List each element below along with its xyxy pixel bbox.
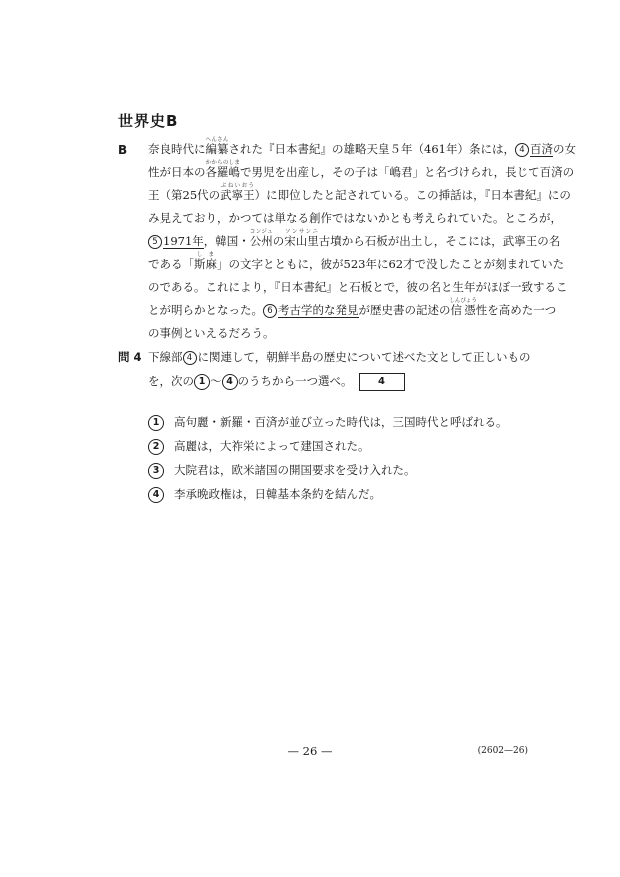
choice-range-start: 1 bbox=[194, 374, 210, 390]
choice-item[interactable] bbox=[148, 410, 508, 434]
question-line-2 bbox=[148, 369, 405, 393]
ruby-reading: コンジュ bbox=[249, 229, 273, 235]
underlined-term: 考古学的な発見 bbox=[278, 303, 359, 317]
text-run: ）に即位したと記されている。この挿話は，『日本書紀』にの bbox=[254, 188, 571, 202]
question-line-1 bbox=[148, 345, 531, 369]
question-label: 問 4 bbox=[118, 350, 142, 364]
page-code: (2602—26) bbox=[477, 746, 528, 756]
passage-line-2 bbox=[148, 160, 574, 184]
choice-item[interactable] bbox=[148, 482, 381, 506]
text-run: ，韓国・ bbox=[203, 234, 250, 248]
text-run: の女 bbox=[552, 142, 576, 156]
underline-marker: 4 bbox=[515, 143, 529, 157]
underlined-term: 1971年 bbox=[163, 234, 204, 248]
text-run: とが明らかとなった。 bbox=[148, 303, 263, 317]
ruby-base: 武寧王 bbox=[220, 188, 255, 202]
choice-text: 高麗は，大祚栄によって建国された。 bbox=[174, 439, 370, 453]
underline-marker: 6 bbox=[263, 304, 277, 318]
passage-line-7: のである。これにより，『日本書紀』と石板とで，彼の名と生年がほぼ一致するこ bbox=[148, 280, 568, 294]
choice-number: 4 bbox=[148, 487, 164, 503]
text-run: された『日本書紀』の雄略天皇５年（461年）条には， bbox=[228, 142, 515, 156]
ruby-reading: へんさん bbox=[205, 137, 229, 143]
text-run: が歴史書の記述の bbox=[358, 303, 451, 317]
ruby-word bbox=[205, 137, 229, 156]
text-run: の bbox=[272, 234, 285, 248]
passage-line-3 bbox=[148, 183, 571, 207]
text-run: 下線部 bbox=[148, 350, 183, 364]
ruby-word bbox=[220, 183, 255, 202]
passage-line-1 bbox=[148, 137, 576, 161]
text-run: を，次の bbox=[148, 374, 194, 388]
choice-number: 3 bbox=[148, 463, 164, 479]
text-run: 性が日本の bbox=[148, 165, 206, 179]
text-run: である「 bbox=[148, 257, 194, 271]
choice-item[interactable] bbox=[148, 434, 370, 458]
ruby-base: 編纂 bbox=[205, 142, 229, 156]
ruby-reading: ソンサンニ bbox=[284, 229, 319, 235]
passage-line-8 bbox=[148, 298, 556, 322]
ruby-reading: しま bbox=[194, 252, 217, 258]
section-title: 世界史B bbox=[118, 112, 179, 130]
range-separator: ～ bbox=[210, 374, 222, 388]
text-run: 古墳から石板が出土し，そこには，武寧王の名 bbox=[318, 234, 561, 248]
underline-marker: 4 bbox=[183, 351, 197, 365]
ruby-word bbox=[194, 252, 217, 271]
choice-number: 2 bbox=[148, 439, 164, 455]
ruby-word bbox=[449, 298, 477, 317]
text-run: 」の文字とともに，彼が523年に62才で没したことが刻まれていた bbox=[217, 257, 565, 271]
text-run: に関連して，朝鮮半島の歴史について述べた文として正しいもの bbox=[197, 350, 531, 364]
ruby-base: 信憑 bbox=[449, 303, 477, 317]
choice-item[interactable] bbox=[148, 458, 416, 482]
page-number: — 26 — bbox=[287, 744, 333, 758]
underlined-term: 百済 bbox=[529, 142, 553, 156]
ruby-word bbox=[205, 160, 241, 179]
ruby-base: 斯麻 bbox=[194, 257, 217, 271]
ruby-base: 宋山里 bbox=[284, 234, 319, 248]
underline-marker: 5 bbox=[148, 235, 162, 249]
passage-line-5 bbox=[148, 229, 560, 253]
ruby-base: 各羅嶋 bbox=[205, 165, 240, 179]
answer-box[interactable]: 4 bbox=[359, 373, 405, 391]
text-run: で男児を出産し，その子は「嶋君」と名づけられ，長じて百済の bbox=[240, 165, 575, 179]
ruby-reading: かからのしま bbox=[205, 160, 240, 166]
text-run: 性を高めた一つ bbox=[475, 303, 557, 317]
passage-line-9: の事例といえるだろう。 bbox=[148, 326, 275, 340]
ruby-reading: ぶねいおう bbox=[220, 183, 255, 189]
text-run: 奈良時代に bbox=[148, 142, 206, 156]
ruby-word bbox=[249, 229, 273, 248]
ruby-word bbox=[284, 229, 319, 248]
text-run: 王（第25代の bbox=[148, 188, 221, 202]
choice-number: 1 bbox=[148, 415, 164, 431]
passage-label: B bbox=[118, 143, 128, 157]
choice-text: 大院君は，欧米諸国の開国要求を受け入れた。 bbox=[174, 463, 416, 477]
ruby-reading: しんぴょう bbox=[449, 298, 477, 304]
ruby-base: 公州 bbox=[249, 234, 273, 248]
text-run: のうちから一つ選べ。 bbox=[237, 374, 353, 388]
choice-range-end: 4 bbox=[222, 374, 238, 390]
choice-text: 李承晩政権は，日韓基本条約を結んだ。 bbox=[174, 487, 381, 501]
passage-line-6 bbox=[148, 252, 564, 276]
choice-text: 高句麗・新羅・百済が並び立った時代は，三国時代と呼ばれる。 bbox=[174, 415, 508, 429]
passage-line-4: み見えており，かつては単なる創作ではないかとも考えられていた。ところが， bbox=[148, 211, 562, 225]
